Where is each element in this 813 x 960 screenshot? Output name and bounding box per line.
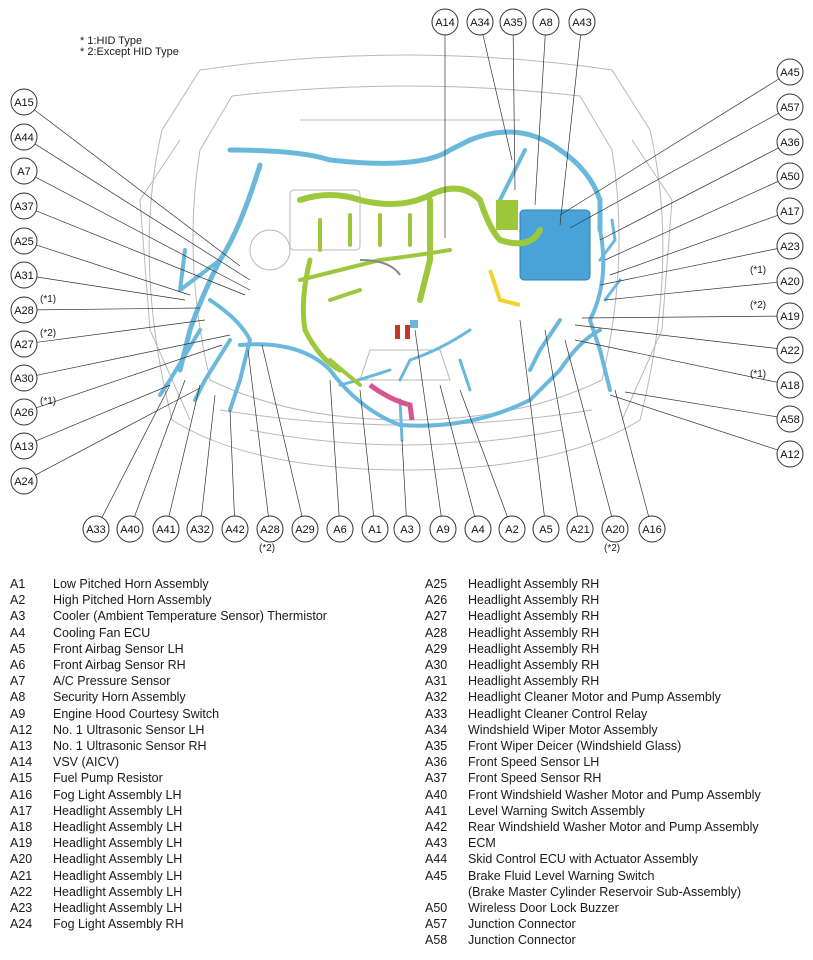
- legend-name: Headlight Assembly RH: [468, 641, 600, 656]
- callout-label: A28: [260, 524, 280, 536]
- callout-label: A5: [539, 524, 553, 536]
- leader-line: [35, 144, 250, 280]
- legend-name: Cooler (Ambient Temperature Sensor) Thermistor: [53, 609, 327, 624]
- legend-name: Headlight Assembly RH: [468, 674, 600, 689]
- legend-code: A15: [10, 771, 33, 786]
- legend-name: Headlight Assembly LH: [53, 820, 183, 835]
- legend-code: A21: [10, 868, 33, 883]
- leader-line: [560, 79, 779, 215]
- legend-code: A8: [10, 690, 26, 705]
- callout-label: A33: [86, 524, 106, 536]
- callout-label: A32: [190, 524, 210, 536]
- legend-name: Engine Hood Courtesy Switch: [53, 706, 220, 721]
- callout-label: A35: [503, 17, 523, 29]
- legend-row: [425, 916, 761, 932]
- legend-row: [425, 689, 761, 705]
- harness-blue: [160, 132, 620, 440]
- legend-code: A3: [10, 609, 26, 624]
- legend-name: Windshield Wiper Motor Assembly: [468, 722, 658, 737]
- legend-row: [10, 770, 327, 786]
- leader-line: [605, 282, 777, 300]
- legend-code: A26: [425, 593, 448, 608]
- legend-code: A13: [10, 739, 33, 754]
- fan-ecu-connector: [410, 320, 418, 328]
- legend-name: No. 1 Ultrasonic Sensor LH: [53, 722, 205, 737]
- legend-row: [10, 625, 327, 641]
- legend-name: Headlight Assembly LH: [53, 901, 183, 916]
- leader-line: [570, 113, 779, 228]
- callout-label: A27: [14, 339, 34, 351]
- callout-label: A21: [570, 524, 590, 536]
- horn-connector-a: [395, 325, 400, 339]
- legend-name: Junction Connector: [468, 917, 576, 932]
- callout-label: A14: [435, 17, 455, 29]
- legend-name: Wireless Door Lock Buzzer: [468, 901, 619, 916]
- leader-line: [402, 440, 406, 516]
- callout-tag: (*1): [750, 265, 767, 276]
- legend-code: A45: [425, 868, 448, 883]
- legend-row: [10, 754, 327, 770]
- callout-label: A23: [780, 241, 800, 253]
- legend-name: High Pitched Horn Assembly: [53, 593, 212, 608]
- legend-name: No. 1 Ultrasonic Sensor RH: [53, 739, 207, 754]
- leader-line: [535, 35, 545, 205]
- legend-row: [10, 851, 327, 867]
- callout-label: A58: [780, 414, 800, 426]
- legend-code: A4: [10, 625, 26, 640]
- legend-code: A25: [425, 577, 448, 591]
- legend-code: A23: [10, 901, 33, 916]
- callout-label: A20: [605, 524, 625, 536]
- legend-code: A58: [425, 933, 448, 948]
- callout-label: A36: [780, 137, 800, 149]
- legend-code: A41: [425, 803, 448, 818]
- legend-code: A18: [10, 820, 33, 835]
- callout-label: A40: [120, 524, 140, 536]
- legend-row: [10, 608, 327, 624]
- callout-label: A31: [14, 270, 34, 282]
- legend-row: [425, 706, 761, 722]
- legend-code: A50: [425, 901, 448, 916]
- note-hid: * 1:HID Type: [80, 35, 143, 47]
- callout-label: A4: [471, 524, 485, 536]
- legend-code: A19: [10, 836, 33, 851]
- leader-line: [36, 211, 245, 295]
- callout-tag: (*2): [259, 543, 276, 554]
- legend-code: A40: [425, 787, 448, 802]
- legend-row: [10, 787, 327, 803]
- callout-label: A15: [14, 97, 34, 109]
- callout-label: A41: [156, 524, 176, 536]
- legend-name: Junction Connector: [468, 933, 576, 948]
- legend-code: A43: [425, 836, 448, 851]
- leader-line: [230, 410, 234, 516]
- callout-label: A12: [780, 449, 800, 461]
- leader-line: [36, 245, 190, 295]
- legend-row: [10, 916, 327, 932]
- legend-row: [425, 625, 761, 641]
- legend-name: Front Speed Sensor LH: [468, 755, 600, 770]
- legend-name: Headlight Cleaner Motor and Pump Assembly: [468, 690, 721, 705]
- legend-code: A33: [425, 706, 448, 721]
- legend-row: [425, 819, 761, 835]
- legend-code: A31: [425, 674, 448, 689]
- callout-label: A28: [14, 305, 34, 317]
- legend-row: [425, 722, 761, 738]
- legend-name: Fog Light Assembly RH: [53, 917, 184, 932]
- legend-code: A44: [425, 852, 448, 867]
- note-except-hid: * 2:Except HID Type: [80, 46, 179, 58]
- callout-label: A45: [780, 67, 800, 79]
- callout-label: A13: [14, 441, 34, 453]
- legend-name: Headlight Cleaner Control Relay: [468, 706, 648, 721]
- leader-line: [36, 177, 250, 290]
- legend-row: [10, 657, 327, 673]
- callout-label: A42: [225, 524, 245, 536]
- legend-code: A14: [10, 755, 33, 770]
- legend-name: Rear Windshield Washer Motor and Pump Assembly: [468, 820, 759, 835]
- legend-name: Headlight Assembly RH: [468, 625, 600, 640]
- legend-name: Headlight Assembly LH: [53, 803, 183, 818]
- callout-label: A50: [780, 171, 800, 183]
- callout-tag: (*1): [40, 396, 57, 407]
- callout-label: A24: [14, 476, 34, 488]
- legend-code: A30: [425, 658, 448, 673]
- leader-line: [262, 345, 302, 516]
- legend-row: [10, 738, 327, 754]
- legend-code: A36: [425, 755, 448, 770]
- leader-line: [330, 380, 339, 516]
- legend-name: Security Horn Assembly: [53, 690, 186, 705]
- legend-name: Front Airbag Sensor RH: [53, 658, 186, 673]
- legend-name: Level Warning Switch Assembly: [468, 803, 645, 818]
- legend-code: A9: [10, 706, 26, 721]
- legend-name: Headlight Assembly LH: [53, 836, 183, 851]
- callout-label: A37: [14, 201, 34, 213]
- callout-label: A6: [333, 524, 347, 536]
- legend-name: Headlight Assembly RH: [468, 609, 600, 624]
- leader-line: [169, 385, 200, 516]
- leader-line: [600, 148, 778, 240]
- legend-continuation: (Brake Master Cylinder Reservoir Sub-Assembly): [468, 884, 741, 899]
- yellow-connector: [490, 270, 520, 305]
- callout-tag: (*2): [604, 543, 621, 554]
- callout-label: A17: [780, 206, 800, 218]
- callout-label: A18: [780, 380, 800, 392]
- legend-name: Headlight Assembly RH: [468, 577, 600, 591]
- callout-label: A16: [642, 524, 662, 536]
- leader-line: [460, 390, 507, 517]
- legend-code: A29: [425, 641, 448, 656]
- legend-row: [10, 835, 327, 851]
- leader-line: [37, 277, 185, 300]
- legend-code: A6: [10, 658, 26, 673]
- legend-row: [10, 803, 327, 819]
- legend-name: Front Windshield Washer Motor and Pump Assembly: [468, 787, 761, 802]
- callout-label: A34: [470, 17, 490, 29]
- legend-row: [425, 868, 761, 884]
- legend-row: [10, 576, 327, 592]
- leader-line: [34, 110, 240, 266]
- leader-line: [35, 388, 200, 475]
- legend-row: [425, 754, 761, 770]
- legend-name: Front Airbag Sensor LH: [53, 641, 184, 656]
- leader-line: [135, 380, 185, 517]
- callout-tag: (*2): [750, 300, 767, 311]
- callout-label: A20: [780, 276, 800, 288]
- legend-row: [425, 787, 761, 803]
- legend-row: [425, 738, 761, 754]
- legend-right: [425, 576, 761, 949]
- callout-tag: (*1): [750, 369, 767, 380]
- legend-code: A16: [10, 787, 33, 802]
- legend-name: Headlight Assembly LH: [53, 884, 183, 899]
- leader-line: [415, 330, 441, 516]
- legend-row: [10, 884, 327, 900]
- legend-name: Fuel Pump Resistor: [53, 771, 163, 786]
- legend-code: A17: [10, 803, 33, 818]
- leader-line: [36, 385, 170, 441]
- legend-row: [10, 706, 327, 722]
- legend-row: [10, 868, 327, 884]
- legend-row: [425, 576, 761, 592]
- leader-line: [625, 392, 777, 417]
- leader-line: [201, 395, 215, 516]
- legend-name: Headlight Assembly RH: [468, 658, 600, 673]
- legend-name: Brake Fluid Level Warning Switch: [468, 868, 655, 883]
- legend-code: A2: [10, 593, 26, 608]
- callout-label: A8: [539, 17, 553, 29]
- legend-code: A7: [10, 674, 26, 689]
- callout-label: A22: [780, 345, 800, 357]
- legend-row: [10, 900, 327, 916]
- legend-row: [10, 722, 327, 738]
- legend-row: [425, 657, 761, 673]
- legend-name: Headlight Assembly LH: [53, 852, 183, 867]
- legend-name: Low Pitched Horn Assembly: [53, 577, 209, 591]
- leader-line: [102, 385, 170, 517]
- legend-name: Front Wiper Deicer (Windshield Glass): [468, 739, 682, 754]
- legend-row: [425, 835, 761, 851]
- legend-code: A35: [425, 739, 448, 754]
- leader-line: [37, 335, 230, 375]
- legend-name: Headlight Assembly RH: [468, 593, 600, 608]
- callout-label: A19: [780, 311, 800, 323]
- leader-line: [513, 35, 515, 190]
- legend-name: A/C Pressure Sensor: [53, 674, 171, 689]
- legend-code: A37: [425, 771, 448, 786]
- leader-line: [483, 35, 512, 160]
- callout-label: A3: [400, 524, 414, 536]
- legend-row: [425, 932, 761, 948]
- callout-label: A29: [295, 524, 315, 536]
- legend-row: [10, 673, 327, 689]
- callout-label: A26: [14, 407, 34, 419]
- legend-row: [425, 608, 761, 624]
- leader-line: [582, 316, 777, 318]
- legend-row: [10, 641, 327, 657]
- legend-name: Headlight Assembly LH: [53, 868, 183, 883]
- callout-tag: (*2): [40, 328, 57, 339]
- legend-row: [10, 689, 327, 705]
- callout-label: A9: [436, 524, 450, 536]
- legend-code: A24: [10, 917, 33, 932]
- leader-line: [575, 325, 777, 348]
- legend-code: A57: [425, 917, 448, 932]
- legend-row: [425, 900, 761, 916]
- legend-row: [425, 592, 761, 608]
- legend-name: Skid Control ECU with Actuator Assembly: [468, 852, 698, 867]
- legend-row: [425, 770, 761, 786]
- legend-code: A12: [10, 722, 33, 737]
- legend-name: VSV (AICV): [53, 755, 119, 770]
- leader-line: [605, 181, 778, 260]
- ecu-connector: [496, 200, 518, 230]
- legend-row: [425, 673, 761, 689]
- junction-block-ecu: [520, 210, 590, 280]
- legend-left: [10, 576, 327, 932]
- callout-label: A44: [14, 132, 34, 144]
- leader-line: [440, 385, 475, 516]
- horn-connector-b: [405, 325, 410, 339]
- legend-row: [425, 641, 761, 657]
- callout-label: A2: [505, 524, 519, 536]
- legend-name: ECM: [468, 836, 496, 851]
- callout-label: A30: [14, 373, 34, 385]
- legend-row: [425, 851, 761, 867]
- legend-code: A42: [425, 820, 448, 835]
- legend-code: A1: [10, 577, 26, 591]
- legend-code: A20: [10, 852, 33, 867]
- legend-code: A32: [425, 690, 448, 705]
- leader-line: [37, 308, 200, 310]
- callout-label: A7: [17, 166, 31, 178]
- legend-row: [425, 803, 761, 819]
- leader-line: [615, 390, 649, 516]
- callout-label: A1: [368, 524, 382, 536]
- legend-code: A28: [425, 625, 448, 640]
- callout-label: A25: [14, 236, 34, 248]
- legend-name: Front Speed Sensor RH: [468, 771, 602, 786]
- leader-line: [545, 330, 578, 516]
- legend-name: Cooling Fan ECU: [53, 625, 151, 640]
- callout-label: A43: [572, 17, 592, 29]
- legend-row: [10, 819, 327, 835]
- legend-code: A34: [425, 722, 448, 737]
- callout-tag: (*1): [40, 294, 57, 305]
- legend-row: [10, 592, 327, 608]
- legend-code: A5: [10, 641, 26, 656]
- legend-name: Fog Light Assembly LH: [53, 787, 182, 802]
- leader-line: [37, 320, 205, 342]
- legend-code: A27: [425, 609, 448, 624]
- legend-code: A22: [10, 884, 33, 899]
- callout-label: A57: [780, 102, 800, 114]
